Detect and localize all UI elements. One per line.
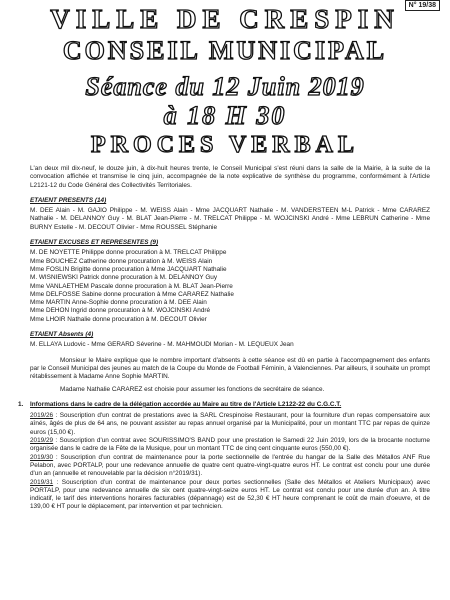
- excused-line: Mme BOUCHEZ Catherine donne procuration à M. WEISS Alain: [30, 257, 213, 265]
- title-seance-time: à 18 H 30: [163, 101, 287, 130]
- decision-ref: 2019/31: [30, 478, 54, 486]
- excused-heading: ETAIENT EXCUSES ET REPRESENTES (9): [30, 239, 159, 247]
- excused-line: M. DE NOYETTE Philippe donne procuration à M. TRELCAT Philippe: [30, 249, 227, 257]
- decision-text: : Souscription d'un contrat de maintenance pour deux portes sectionnelles (Salle des Métallos et Ateliers Municipaux) avec PORTALP, pour une redevance annuelle de six cent quatre-vingt-seize euros HT. Le contrat est conclu pour une durée d'un an. A titre indicatif, le tarif des interventions horaires facturables (dépannage) est de 52,30 € HT heure comprenant le coût de main d'oeuvre, et de 139,00 € HT pour le déplacement, par intervention et par technicien.: [30, 478, 430, 511]
- title-proces-verbal: PROCES VERBAL: [91, 132, 359, 158]
- presents-heading: ETAIENT PRESENTS (14): [30, 196, 107, 204]
- intro-paragraph: L'an deux mil dix-neuf, le douze juin, à dix-huit heures trente, le Conseil Municipal s'est réuni dans la salle de la Mairie, à la suite de la convocation affichée et transmise le cinq juin, accompagnée de la note explicative de synthèse du programme, conformément à l'Article L2121-12 du Code Général des Collectivités Territoriales.: [30, 165, 430, 189]
- decision-item: [30, 437, 430, 454]
- decision-text: : Souscription d'un contrat de maintenance pour la porte sectionnelle de l'entrée du hangar de la Salle des Métallos ANF Rue Pelabon, avec PORTALP, pour une redevance annuelle de quatre cent quatre-vingt-quatre euros HT. Le contrat est conclu pour une durée d'un an (annuelle et renouvelable par la décision n°2019/31).: [30, 453, 430, 478]
- absents-list: M. ELLAYA Ludovic - Mme GERARD Séverine - M. MAHMOUDI Morian - M. LEQUEUX Jean: [30, 341, 294, 349]
- section-1-number: 1.: [18, 400, 24, 408]
- decision-item: [30, 412, 430, 437]
- mayor-paragraph: Monsieur le Maire explique que le nombre important d'absents à cette séance est dû en partie à l'accompagnement des enfants par le Conseil Municipal des jeunes au match de la Coupe du Monde de Football Féminin, à Valenciennes. Par ailleurs, il souhaite un prompt rétablissement à Madame Anne Sophie MARTIN.: [30, 356, 430, 381]
- title-ville: VILLE DE CRESPIN: [50, 4, 400, 34]
- decision-text: : Souscription d'un contrat avec SOURISSIMO'S BAND pour une prestation le Samedi 22 Juin 2019, lors de la brocante nocturne organisée dans le cadre de la Fête de la Musique, pour un montant TTC de cinq cent cinquante euros (550,00 €).: [30, 437, 430, 453]
- excused-list: [30, 249, 430, 324]
- decision-ref: 2019/26: [30, 412, 54, 420]
- section-1-title: Informations dans le cadre de la délégation accordée au Maire au titre de l'Article L2122-22 du C.G.C.T.: [30, 400, 342, 408]
- title-conseil: CONSEIL MUNICIPAL: [62, 36, 388, 65]
- excused-line: Mme MARTIN Anne-Sophie donne procuration à M. DEE Alain: [30, 299, 207, 307]
- decision-item: [30, 454, 430, 479]
- decision-ref: 2019/29: [30, 437, 54, 445]
- decision-ref: 2019/30: [30, 453, 54, 461]
- excused-line: Mme LHOIR Nathalie donne procuration à M. DECOUT Olivier: [30, 315, 207, 323]
- document-number: N° 19/38: [405, 0, 440, 11]
- section-1-heading: [18, 401, 430, 409]
- title-seance-date: Séance du 12 Juin 2019: [85, 72, 365, 101]
- secretary-paragraph: Madame Nathalie CARAREZ est choisie pour assumer les fonctions de secrétaire de séance.: [60, 385, 325, 393]
- excused-line: Mme VANLAETHEM Pascale donne procuration à M. BLAT Jean-Pierre: [30, 282, 233, 290]
- excused-line: Mme DEHON Ingrid donne procuration à M. WOJCINSKI André: [30, 307, 211, 315]
- decision-text: : Souscription d'un contrat de prestations avec la SARL Crespinoise Restaurant, pour la fourniture d'un repas compensatoire aux aînés, âgés de plus de 64 ans, ne pouvant assister au repas annuel organisé par la Municipalité, pour un montant TTC par repas de quinze euros (15,00 €).: [30, 412, 430, 436]
- decision-item: [30, 479, 430, 512]
- presents-list: M. DEE Alain - M. GAJIO Philippe - M. WEISS Alain - Mme JACQUART Nathalie - M. VANDERSTEEN M-L Patrick - Mme CARAREZ Nathalie - M. DELANNOY Guy - M. BLAT Jean-Pierre - M. TRELCAT Philippe - M. WOJCINSKI André - Mme LEBRUN Catherine - Mme BURNY Estelle - M. DECOUT Olivier - Mme ROUSSEL Stéphanie: [30, 207, 430, 231]
- excused-line: Mme DELFOSSE Sabine donne procuration à Mme CARAREZ Nathalie: [30, 290, 234, 298]
- absents-heading: ETAIENT Absents (4): [30, 331, 94, 339]
- document-body: [18, 165, 430, 512]
- excused-line: Mme FOSLIN Brigitte donne procuration à Mme JACQUART Nathalie: [30, 265, 227, 273]
- excused-line: M. WISNIEWSKI Patrick donne procuration à M. DELANNOY Guy: [30, 274, 218, 282]
